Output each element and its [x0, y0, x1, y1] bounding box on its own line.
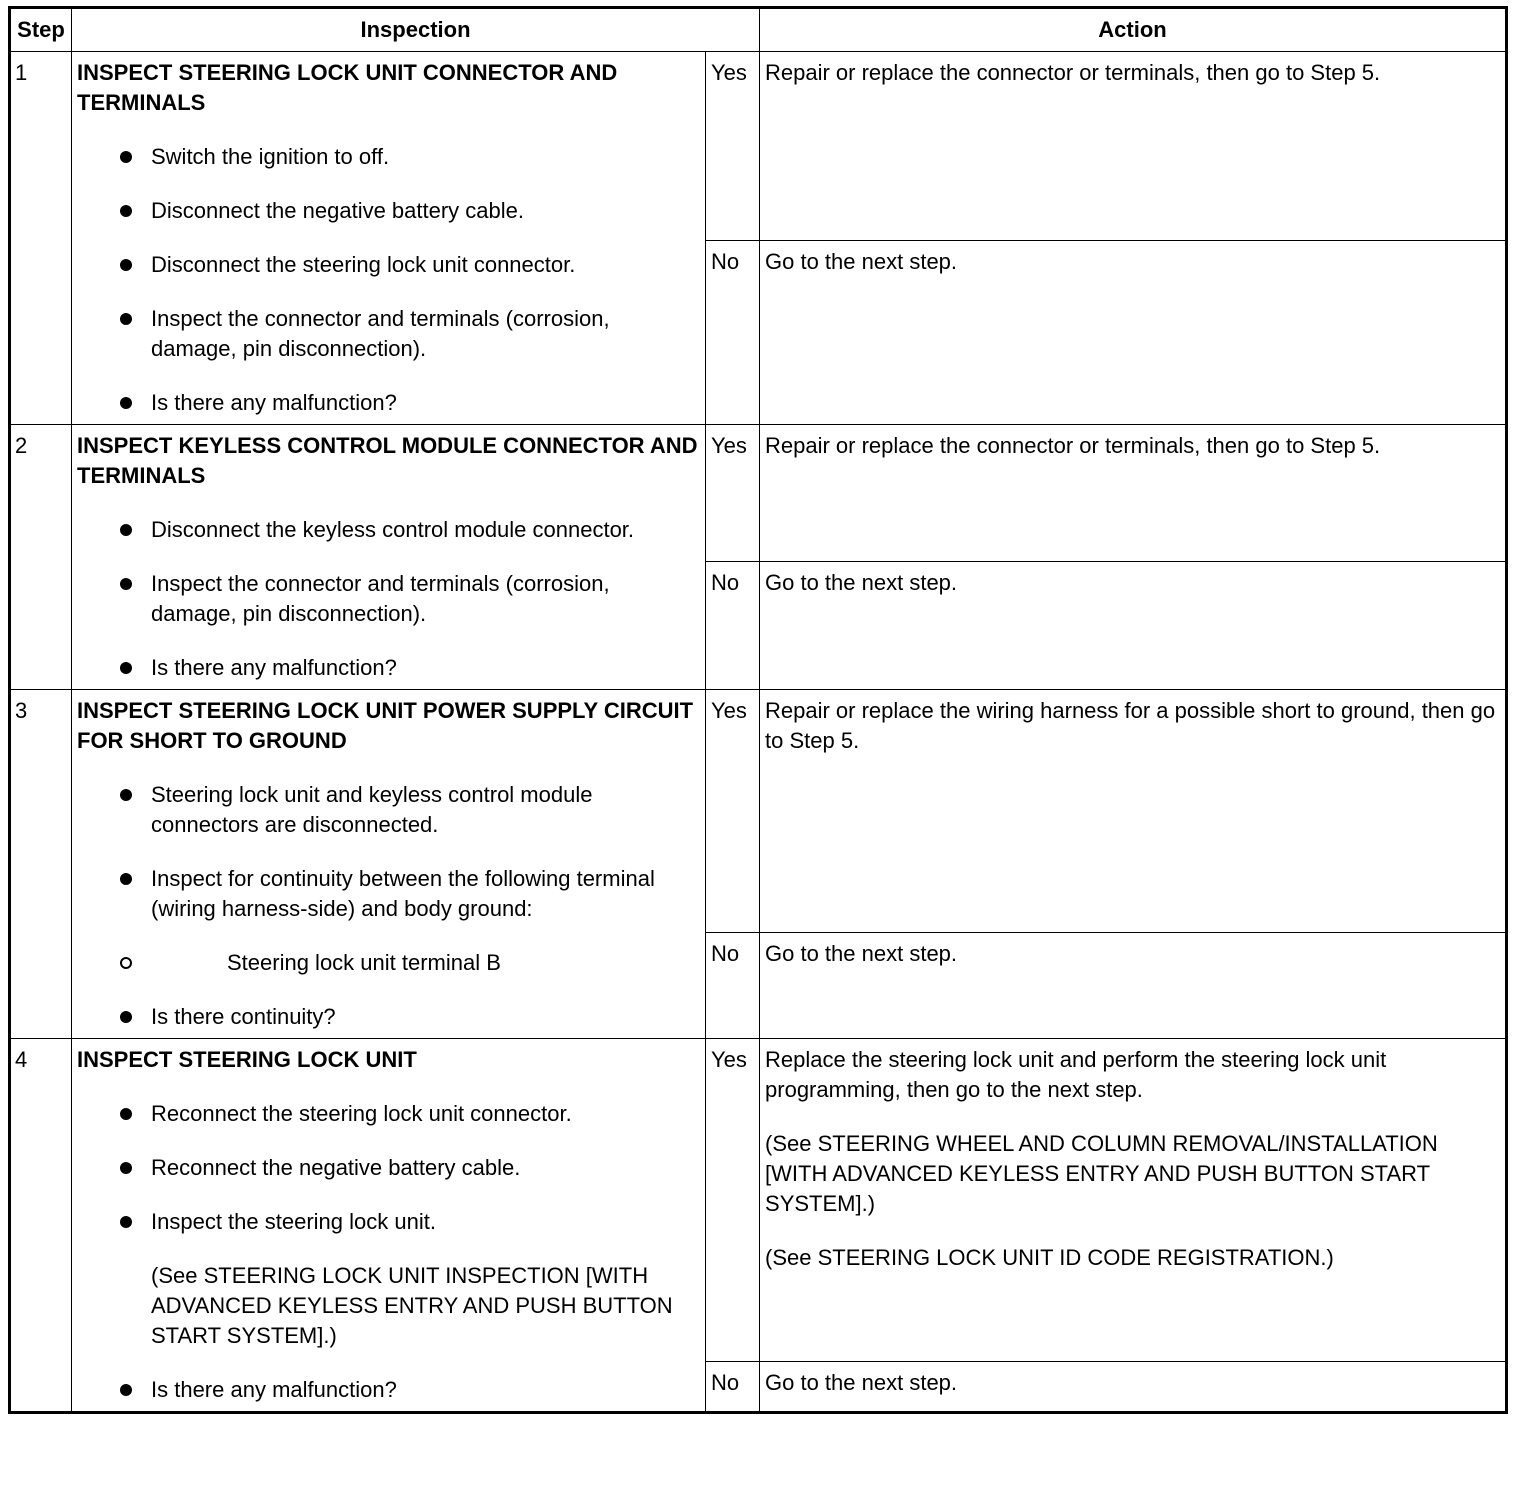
- no-action: Go to the next step.: [760, 241, 1507, 425]
- step-number: 1: [10, 52, 72, 425]
- no-label: No: [706, 933, 760, 1039]
- bullet-item: Is there any malfunction?: [77, 653, 700, 683]
- yes-label: Yes: [706, 52, 760, 241]
- header-row: [10, 8, 1507, 52]
- yes-action-cell: [760, 1039, 1507, 1362]
- sub-bullet-item: Steering lock unit terminal B: [77, 948, 700, 978]
- header-action: Action: [760, 8, 1507, 52]
- yes-label: Yes: [706, 1039, 760, 1362]
- inspection-bullet-list: [77, 142, 700, 418]
- bullet-item: [77, 864, 700, 978]
- yes-action: Repair or replace the connector or terminals, then go to Step 5.: [760, 425, 1507, 562]
- step-3-yes-row: [10, 690, 1507, 933]
- no-action: Go to the next step.: [760, 562, 1507, 690]
- step-number: 4: [10, 1039, 72, 1413]
- bullet-item: Inspect the connector and terminals (corrosion, damage, pin disconnection).: [77, 569, 700, 629]
- step-title: INSPECT STEERING LOCK UNIT POWER SUPPLY CIRCUIT FOR SHORT TO GROUND: [77, 698, 694, 753]
- diagnostic-procedure-table: [8, 6, 1508, 1414]
- step-title: INSPECT KEYLESS CONTROL MODULE CONNECTOR AND TERMINALS: [77, 433, 698, 488]
- bullet-item: Disconnect the keyless control module connector.: [77, 515, 700, 545]
- inspection-bullet-list: [77, 515, 700, 683]
- step-number: 3: [10, 690, 72, 1039]
- bullet-item: Inspect the connector and terminals (corrosion, damage, pin disconnection).: [77, 304, 700, 364]
- bullet-item: Switch the ignition to off.: [77, 142, 700, 172]
- step-2-yes-row: [10, 425, 1507, 562]
- step-title: INSPECT STEERING LOCK UNIT: [77, 1047, 417, 1072]
- inspection-bullet-list: [77, 1099, 700, 1405]
- step-inspection: [72, 52, 706, 425]
- step-inspection: [72, 425, 706, 690]
- no-label: No: [706, 562, 760, 690]
- inspection-bullet-list: [77, 780, 700, 1032]
- step-1-yes-row: [10, 52, 1507, 241]
- bullet-item: Reconnect the negative battery cable.: [77, 1153, 700, 1183]
- yes-label: Yes: [706, 690, 760, 933]
- reference-note: (See STEERING LOCK UNIT INSPECTION [WITH ADVANCED KEYLESS ENTRY AND PUSH BUTTON START SYSTEM].): [151, 1263, 673, 1348]
- step-4-yes-row: [10, 1039, 1507, 1362]
- yes-action: Repair or replace the connector or terminals, then go to Step 5.: [760, 52, 1507, 241]
- bullet-item: Is there any malfunction?: [77, 1375, 700, 1405]
- bullet-item: Reconnect the steering lock unit connector.: [77, 1099, 700, 1129]
- step-number: 2: [10, 425, 72, 690]
- bullet-item: Steering lock unit and keyless control module connectors are disconnected.: [77, 780, 700, 840]
- step-inspection: [72, 1039, 706, 1413]
- header-inspection: Inspection: [72, 8, 760, 52]
- no-label: No: [706, 1362, 760, 1413]
- bullet-item: [77, 1207, 700, 1351]
- bullet-item: Is there continuity?: [77, 1002, 700, 1032]
- step-inspection: [72, 690, 706, 1039]
- no-action: Go to the next step.: [760, 933, 1507, 1039]
- header-step: Step: [10, 8, 72, 52]
- bullet-text: Inspect the steering lock unit.: [151, 1209, 436, 1234]
- sub-bullet-list: [77, 948, 700, 978]
- reference-note: (See STEERING LOCK UNIT ID CODE REGISTRATION.): [765, 1245, 1334, 1270]
- yes-action: Repair or replace the wiring harness for a possible short to ground, then go to Step 5.: [760, 690, 1507, 933]
- reference-note: (See STEERING WHEEL AND COLUMN REMOVAL/INSTALLATION [WITH ADVANCED KEYLESS ENTRY AND PUSH BUTTON START SYSTEM].): [765, 1131, 1438, 1216]
- no-label: No: [706, 241, 760, 425]
- step-title: INSPECT STEERING LOCK UNIT CONNECTOR AND TERMINALS: [77, 60, 618, 115]
- bullet-text: Inspect for continuity between the following terminal (wiring harness-side) and body ground:: [151, 866, 655, 921]
- yes-action: Replace the steering lock unit and perform the steering lock unit programming, then go to the next step.: [765, 1047, 1387, 1102]
- yes-label: Yes: [706, 425, 760, 562]
- bullet-item: Is there any malfunction?: [77, 388, 700, 418]
- bullet-item: Disconnect the negative battery cable.: [77, 196, 700, 226]
- no-action: Go to the next step.: [760, 1362, 1507, 1413]
- bullet-item: Disconnect the steering lock unit connector.: [77, 250, 700, 280]
